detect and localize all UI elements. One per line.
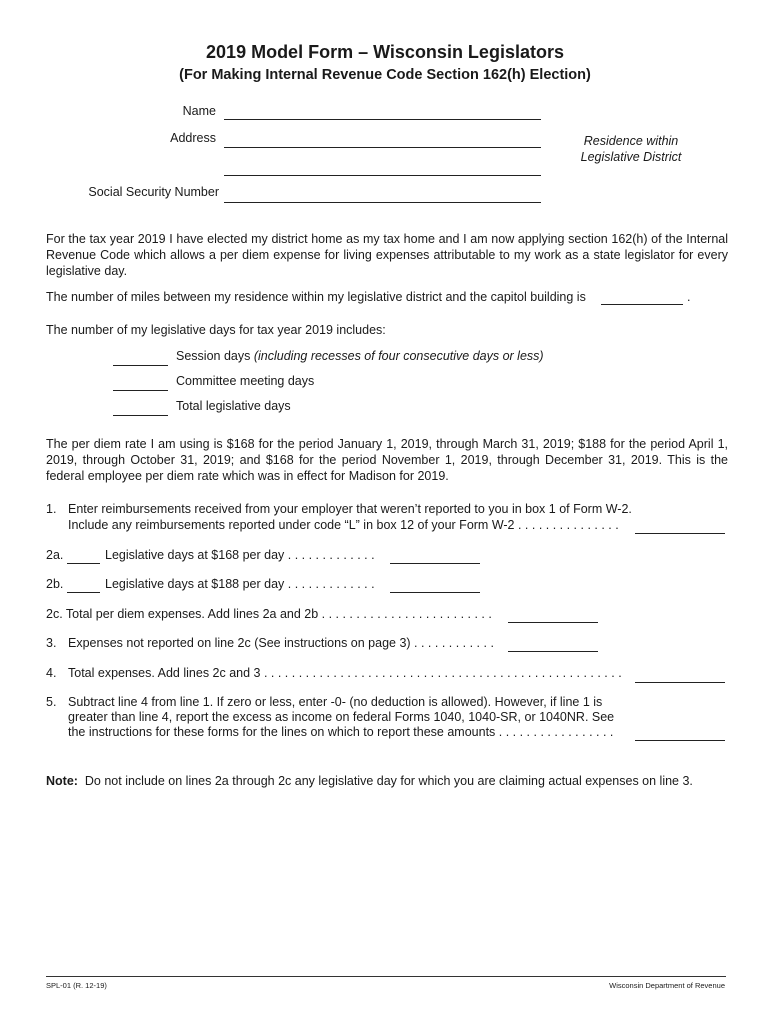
total-days-label: Total legislative days (176, 399, 291, 413)
line-5-text-a: Subtract line 4 from line 1. If zero or less, enter -0- (no deduction is allowed). However, if line 1 is (68, 695, 603, 709)
line-4-number: 4. (46, 666, 57, 680)
note-label: Note: (46, 774, 78, 788)
name-field[interactable] (224, 119, 541, 120)
form-title: 2019 Model Form – Wisconsin Legislators (206, 42, 564, 62)
days-intro: The number of my legislative days for tax year 2019 includes: (46, 323, 386, 337)
form-subtitle: (For Making Internal Revenue Code Section 162(h) Election) (179, 67, 591, 83)
address-field-line-2[interactable] (224, 175, 541, 176)
line-5-text-c: the instructions for these forms for the lines on which to report these amounts . . . . . . . . . . . . . . . . . (68, 725, 614, 739)
name-label: Name (182, 104, 216, 118)
note-text: Do not include on lines 2a through 2c any legislative day for which you are claiming actual expenses on line 3. (84, 774, 693, 788)
session-days-field[interactable] (113, 365, 168, 366)
line-2b-days-field[interactable] (67, 592, 100, 593)
ssn-field[interactable] (224, 202, 541, 203)
address-label: Address (170, 131, 216, 145)
total-days-field[interactable] (113, 415, 168, 416)
line-3-text: Expenses not reported on line 2c (See instructions on page 3) . . . . . . . . . . . . (68, 636, 494, 650)
committee-days-label: Committee meeting days (176, 374, 315, 388)
residence-note-line-1: Residence within (583, 134, 679, 148)
line-2a-days-field[interactable] (67, 563, 100, 564)
line-2b-number: 2b. (46, 577, 64, 591)
line-2c-amount[interactable] (508, 622, 598, 623)
line-5-text-b: greater than line 4, report the excess as income on federal Forms 1040, 1040-SR, or 1040NR. See (68, 710, 615, 724)
line-2b-text: Legislative days at $188 per day . . . . . . . . . . . . . (105, 577, 375, 591)
form-id: SPL-01 (R. 12-19) (46, 981, 107, 990)
miles-text: The number of miles between my residence within my legislative district and the capitol building is (46, 290, 586, 304)
line-2a-amount[interactable] (390, 563, 480, 564)
footer-divider (46, 976, 726, 977)
line-3-amount[interactable] (508, 651, 598, 652)
line-3-number: 3. (46, 636, 57, 650)
line-2b-amount[interactable] (390, 592, 480, 593)
address-field-line-1[interactable] (224, 147, 541, 148)
line-1-text-b: Include any reimbursements reported under code “L” in box 12 of your Form W-2 . . . . . . . . . . . . . . . (68, 518, 619, 532)
session-days-note: (including recesses of four consecutive days or less) (253, 349, 544, 363)
committee-days-field[interactable] (113, 390, 168, 391)
residence-note-line-2: Legislative District (580, 150, 682, 164)
line-4-text: Total expenses. Add lines 2c and 3 . . . . . . . . . . . . . . . . . . . . . . . . . . . . . . . . . . . . . . . . . . . . . . . . . . . . (68, 666, 622, 680)
line-5-amount[interactable] (635, 740, 725, 741)
line-2a-number: 2a. (46, 548, 64, 562)
per-diem-paragraph: The per diem rate I am using is $168 for the period January 1, 2019, through March 31, 2019; $188 for the period April 1, 2019, through October 31, 2019; and $168 for the period November 1, 2019, through December 31, 2019. This is the federal employee per diem rate which was in effect for Madison for 2019. (46, 437, 728, 483)
miles-field[interactable] (601, 304, 683, 305)
miles-period: . (687, 290, 691, 304)
note (46, 774, 693, 788)
residence-note (560, 133, 702, 165)
line-4-amount[interactable] (635, 682, 725, 683)
agency-name: Wisconsin Department of Revenue (609, 981, 725, 990)
session-days-text: Session days (176, 349, 251, 363)
line-1-amount[interactable] (635, 533, 725, 534)
election-paragraph: For the tax year 2019 I have elected my district home as my tax home and I am now applying section 162(h) of the Internal Revenue Code which allows a per diem expense for living expenses attributable to my work as a state legislator for every legislative day. (46, 232, 728, 278)
session-days-label (176, 349, 544, 363)
line-1-number: 1. (46, 502, 57, 516)
ssn-label: Social Security Number (88, 185, 219, 199)
line-2a-text: Legislative days at $168 per day . . . . . . . . . . . . . (105, 548, 375, 562)
line-2c-text: 2c. Total per diem expenses. Add lines 2a and 2b . . . . . . . . . . . . . . . . . . . . . . . . . (46, 607, 492, 621)
line-5-number: 5. (46, 695, 57, 709)
line-1-text-a: Enter reimbursements received from your employer that weren’t reported to you in box 1 of Form W-2. (68, 502, 632, 516)
